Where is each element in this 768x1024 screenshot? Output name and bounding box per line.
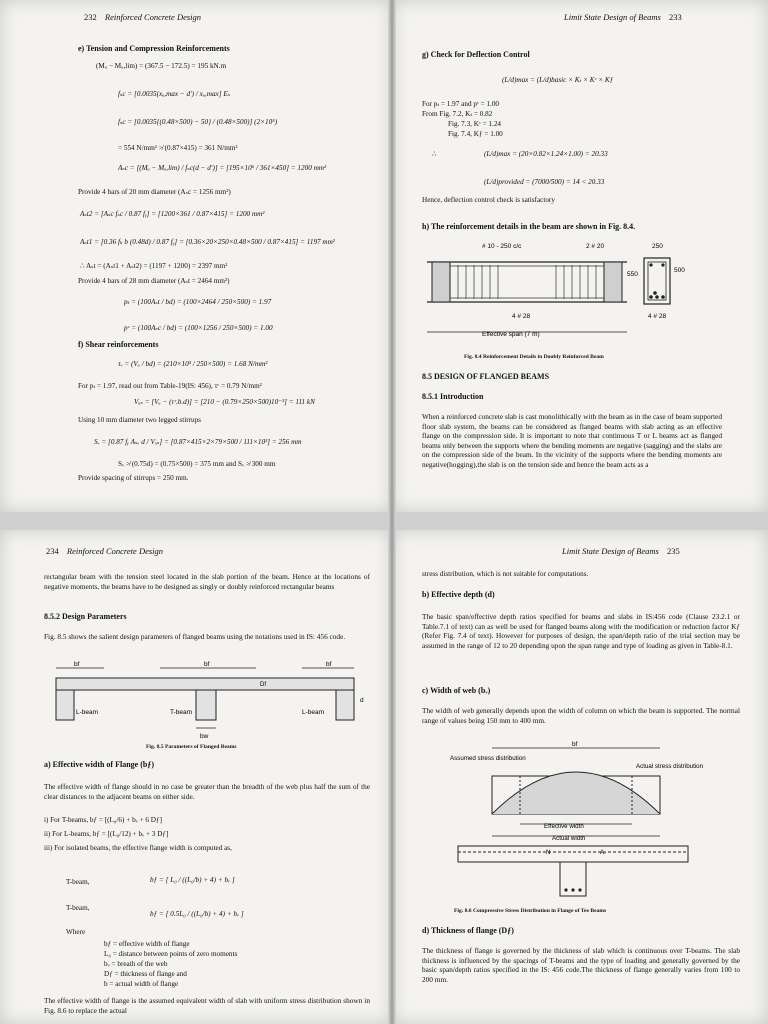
figure-8-4-beam-detail [422, 236, 692, 348]
figure-8-5-flanged-beams [40, 658, 370, 744]
equation-ld-max: (L/d)max = (20×0.82×1.24×1.00) = 20.33 [484, 150, 608, 158]
tbeam-label-2: T-beam, [66, 904, 90, 912]
fig85-bf-3: bf [326, 661, 332, 668]
fig84-label-span: Effective span (7 m) [482, 331, 540, 338]
web-width-paragraph: The width of web generally depends upon the width of column on which the beam is supported. The normal range of values being 150 mm to 400 mm. [422, 706, 740, 725]
flange-thickness-paragraph: The thickness of flange is governed by the thickness of slab which is continuous over T-beams. The slab thickness is influenced by the spacings of T-beams and the type of loading and generally governed by the basic span/depth ratios specified in the IS: 456 code.The thickness of flange generally varies from 100 to 200 mm. [422, 946, 740, 984]
section-heading-f: f) Shear reinforcements [78, 340, 159, 349]
equation-fsc-result: = 554 N/mm² ≯ (0.87×415) = 361 N/mm² [118, 144, 238, 152]
book-spine-shadow [388, 0, 396, 1024]
section-heading-a: a) Effective width of Flange (bƒ) [44, 760, 154, 769]
equation-moment: (Mᵤ − Mᵤ,lim) = (367.5 − 172.5) = 195 kN.m [96, 62, 227, 70]
where-label: Where [66, 928, 86, 936]
section-heading-8-5: 8.5 DESIGN OF FLANGED BEAMS [422, 372, 550, 381]
equation-fsc-general: fₛc = [0.0035(xᵤ,max − d′) / xᵤ,max] Eₛ [118, 90, 231, 98]
figure-8-4-caption: Fig. 8.4 Reinforcement Details in Doubly Reinforced Beam [464, 354, 604, 360]
equation-ast2: Aₛt2 = [Aₛc fₛc / 0.87 fᵧ] = [1200×361 / 0.87×415] = 1200 mm² [80, 210, 265, 218]
page-235 [392, 530, 768, 1024]
fig84-label-500: 500 [674, 267, 685, 274]
section-heading-8-5-1: 8.5.1 Introduction [422, 392, 484, 401]
running-title: Limit State Design of Beams [564, 12, 661, 22]
equation-ast: ∴ Aₛt = (Aₛt1 + Aₛt2) = (1197 + 1200) = 2397 mm² [80, 262, 228, 270]
fig84-label-bottom-2: 4 # 28 [648, 313, 667, 320]
fig86-actual-width: Actual width [552, 835, 586, 842]
effective-depth-paragraph: The basic span/effective depth ratios specified for beams and slabs in IS:456 code (Clause 23.2.1 or Table.7.1 of text) can as well be used for flanged beams along with the modification or reduction factor Kƒ (Refer Fig. 7.4 of text). However for purposes of design, the span/depth ratio of the trial section may be assumed in the range of 12 to 20 depending upon the span range and type of loading as given in Table-8.1. [422, 612, 740, 650]
running-title: Reinforced Concrete Design [66, 546, 164, 556]
figure-8-6-caption: Fig. 8.6 Compressive Stress Distribution in Flange of Tee Beams [454, 908, 607, 914]
section-heading-g: g) Check for Deflection Control [422, 50, 530, 59]
text-using-stirrups: Using 10 mm diameter two legged stirrups [78, 416, 201, 424]
fig86-bf: bf [572, 741, 578, 748]
page-header [562, 546, 686, 556]
text-spacing: Provide spacing of stirrups = 250 mm. [78, 474, 189, 482]
page-number: 233 [668, 12, 682, 22]
equation-asc: Aₛc = [(Mᵤ − Mᵤ,lim) / fₛc(d − d′)] = [195×10⁶ / 361×450] = 1200 mm² [118, 164, 327, 172]
text-for-pt: For pₜ = 1.97 and pᶜ = 1.00 [422, 100, 500, 108]
fig86-n: N [546, 849, 551, 856]
equation-sv-limit: Sᵥ ≯ (0.75d) = (0.75×500) = 375 mm and Sᵥ ≯ 300 mm [118, 460, 276, 468]
page-header [564, 12, 688, 22]
text-deflection-safe: Hence, deflection control check is satisfactory [422, 196, 555, 204]
equation-pt: pₜ = (100Aₛt / bd) = (100×2464 / 250×500) = 1.97 [124, 298, 272, 306]
equation-ld-general: (L/d)max = (L/d)basic × Kₜ × Kᶜ × Kƒ [502, 76, 614, 84]
rule-item-iii: iii) For isolated beams, the effective flange width is computed as, [44, 844, 232, 852]
fig85-d: d [360, 697, 364, 704]
section-heading-d: d) Thickness of flange (Dƒ) [422, 926, 514, 935]
running-title: Reinforced Concrete Design [104, 12, 202, 22]
equation-pc: pᶜ = (100Aₛc / bd) = (100×1256 / 250×500) = 1.00 [124, 324, 273, 332]
fig85-bw: bw [200, 733, 209, 740]
definition-bw: bᵥ = breath of the web [104, 960, 168, 968]
fig86-a: A. [600, 849, 606, 856]
fig85-bf-2: bf [204, 661, 210, 668]
page-233 [392, 0, 768, 512]
rule-item-ii: ii) For L-beams, bƒ = [(L₀/12) + bᵥ + 3 Dƒ] [44, 830, 169, 838]
page-232 [0, 0, 392, 512]
tbeam-equation-1: bƒ = [ L₀ / ((L₀/b) + 4) + bᵥ ] [150, 876, 235, 884]
fig85-tbeam: T-beam [170, 709, 193, 716]
equation-vus: Vᵤₛ = [Vᵤ − (τᶜ.b.d)] = [210 − (0.79×250×500)10⁻³] = 111 kN [134, 398, 315, 406]
intro-paragraph: When a reinforced concrete slab is cast monolithically with the beam as in the case of beam supported floor slab system, the beams can be considered as flanged beams with slab acting as an effective flange on the compression side. It is important to note that continuous T or L beams act as flanged beams only between the supports where the bending moments are negative (sagging) and the slabs are on the compression side of the beam. In the vicinity of the supports where the bending moments are negative(hogging),the slab is on the tension side and hence the beam acts as a [422, 412, 722, 469]
text-provide-tension: Provide 4 bars of 28 mm diameter (Aₛt = 2464 mm²) [78, 277, 230, 285]
page-header [40, 546, 163, 556]
definition-bf: bƒ = effective width of flange [104, 940, 190, 948]
fig85-lbeam-right: L-beam [302, 709, 325, 716]
text-table19: For pₜ = 1.97, read out from Table-19(IS: 456), τᶜ = 0.79 N/mm² [78, 382, 262, 390]
page-number: 232 [84, 12, 97, 22]
continuation-paragraph: rectangular beam with the tension steel located in the slab portion of the beam. Hence at the locations of negative moments, the beams have to be designed as singly or doubly reinforced rectangular beams [44, 572, 370, 591]
fig86-actual-label: Actual stress distribution [636, 763, 704, 770]
fig86-effective-width: Effective width [544, 823, 584, 830]
fig84-label-bottom: 4 # 28 [512, 313, 531, 320]
scan-gap [0, 512, 768, 530]
figure-8-6-stress-distribution [448, 740, 708, 900]
fig84-label-550: 550 [627, 271, 638, 278]
equation-tauv: τᵥ = (Vᵤ / bd) = (210×10³ / 250×500) = 1.68 N/mm² [118, 360, 268, 368]
section-heading-c: c) Width of web (bᵥ) [422, 686, 491, 695]
page-number: 235 [666, 546, 680, 556]
section-heading-8-5-2: 8.5.2 Design Parameters [44, 612, 127, 621]
tbeam-equation-2: bƒ = [ 0.5L₀ / ((L₀/b) + 4) + bᵥ ] [150, 910, 244, 918]
section-heading-b: b) Effective depth (d) [422, 590, 495, 599]
figure-8-5-caption: Fig. 8.5 Parameters of Flanged Beams [146, 744, 237, 750]
effective-width-paragraph: The effective width of flange should in no case be greater than the breadth of the web plus half the sum of the clear distances to the adjacent beams on either side. [44, 782, 370, 801]
text-fig74: Fig. 7.4, Kƒ = 1.00 [448, 130, 503, 138]
text-fig72: From Fig. 7.2, Kₜ = 0.82 [422, 110, 493, 118]
page-234 [0, 530, 392, 1024]
fig84-label-stirrup: # 10 - 250 c/c [482, 243, 522, 250]
therefore-symbol: ∴ [432, 150, 437, 158]
fig84-label-top: 2 # 20 [586, 243, 605, 250]
equation-sv: Sᵥ = [0.87 fᵧ Aₛᵥ d / Vᵤₛ] = [0.87×415×2×79×500 / 111×10³] = 256 mm [94, 438, 302, 446]
definition-df: Dƒ = thickness of flange and [104, 970, 187, 978]
fig86-assumed-label: Assumed stress distribution [450, 755, 526, 762]
page-header [78, 12, 201, 22]
rule-item-i: i) For T-beams, bƒ = [(L₀/6) + bᵥ + 6 Dƒ] [44, 816, 162, 824]
tbeam-label-1: T-beam, [66, 878, 90, 886]
continuation-text: stress distribution, which is not suitable for computations. [422, 570, 589, 578]
text-fig73: Fig. 7.3, Kᶜ = 1.24 [448, 120, 502, 128]
definition-b: b = actual width of flange [104, 980, 179, 988]
running-title: Limit State Design of Beams [562, 546, 659, 556]
page-number: 234 [46, 546, 59, 556]
fig85-bf-1: bf [74, 661, 80, 668]
definition-lo: L₀ = distance between points of zero moments [104, 950, 238, 958]
equation-ld-provided: (L/d)provided = (7000/500) = 14 < 20.33 [484, 178, 605, 186]
text-provide-compression: Provide 4 bars of 20 mm diameter (Aₛc = 1256 mm²) [78, 188, 231, 196]
section-heading-h: h) The reinforcement details in the beam are shown in Fig. 8.4. [422, 222, 636, 231]
effective-width-closing-paragraph: The effective width of flange is the assumed equivalent width of slab with uniform stress distribution shown in Fig. 8.6 to replace the actual [44, 996, 370, 1015]
equation-ast1: Aₛt1 = [0.36 fₖ b (0.48d) / 0.87 fᵧ] = [0.36×20×250×0.48×500 / 0.87×415] = 1197 mm² [80, 238, 335, 246]
fig84-label-250: 250 [652, 243, 663, 250]
section-heading-e: e) Tension and Compression Reinforcements [78, 44, 230, 53]
equation-fsc-values: fₛc = [0.0035{(0.48×500) − 50} / (0.48×500)] (2×10⁵) [118, 118, 278, 126]
fig85-df: Df [260, 682, 266, 688]
fig85-lbeam-left: L-beam [76, 709, 99, 716]
design-parameters-paragraph: Fig. 8.5 shows the salient design parameters of flanged beams using the notations used in IS: 456 code. [44, 632, 346, 641]
